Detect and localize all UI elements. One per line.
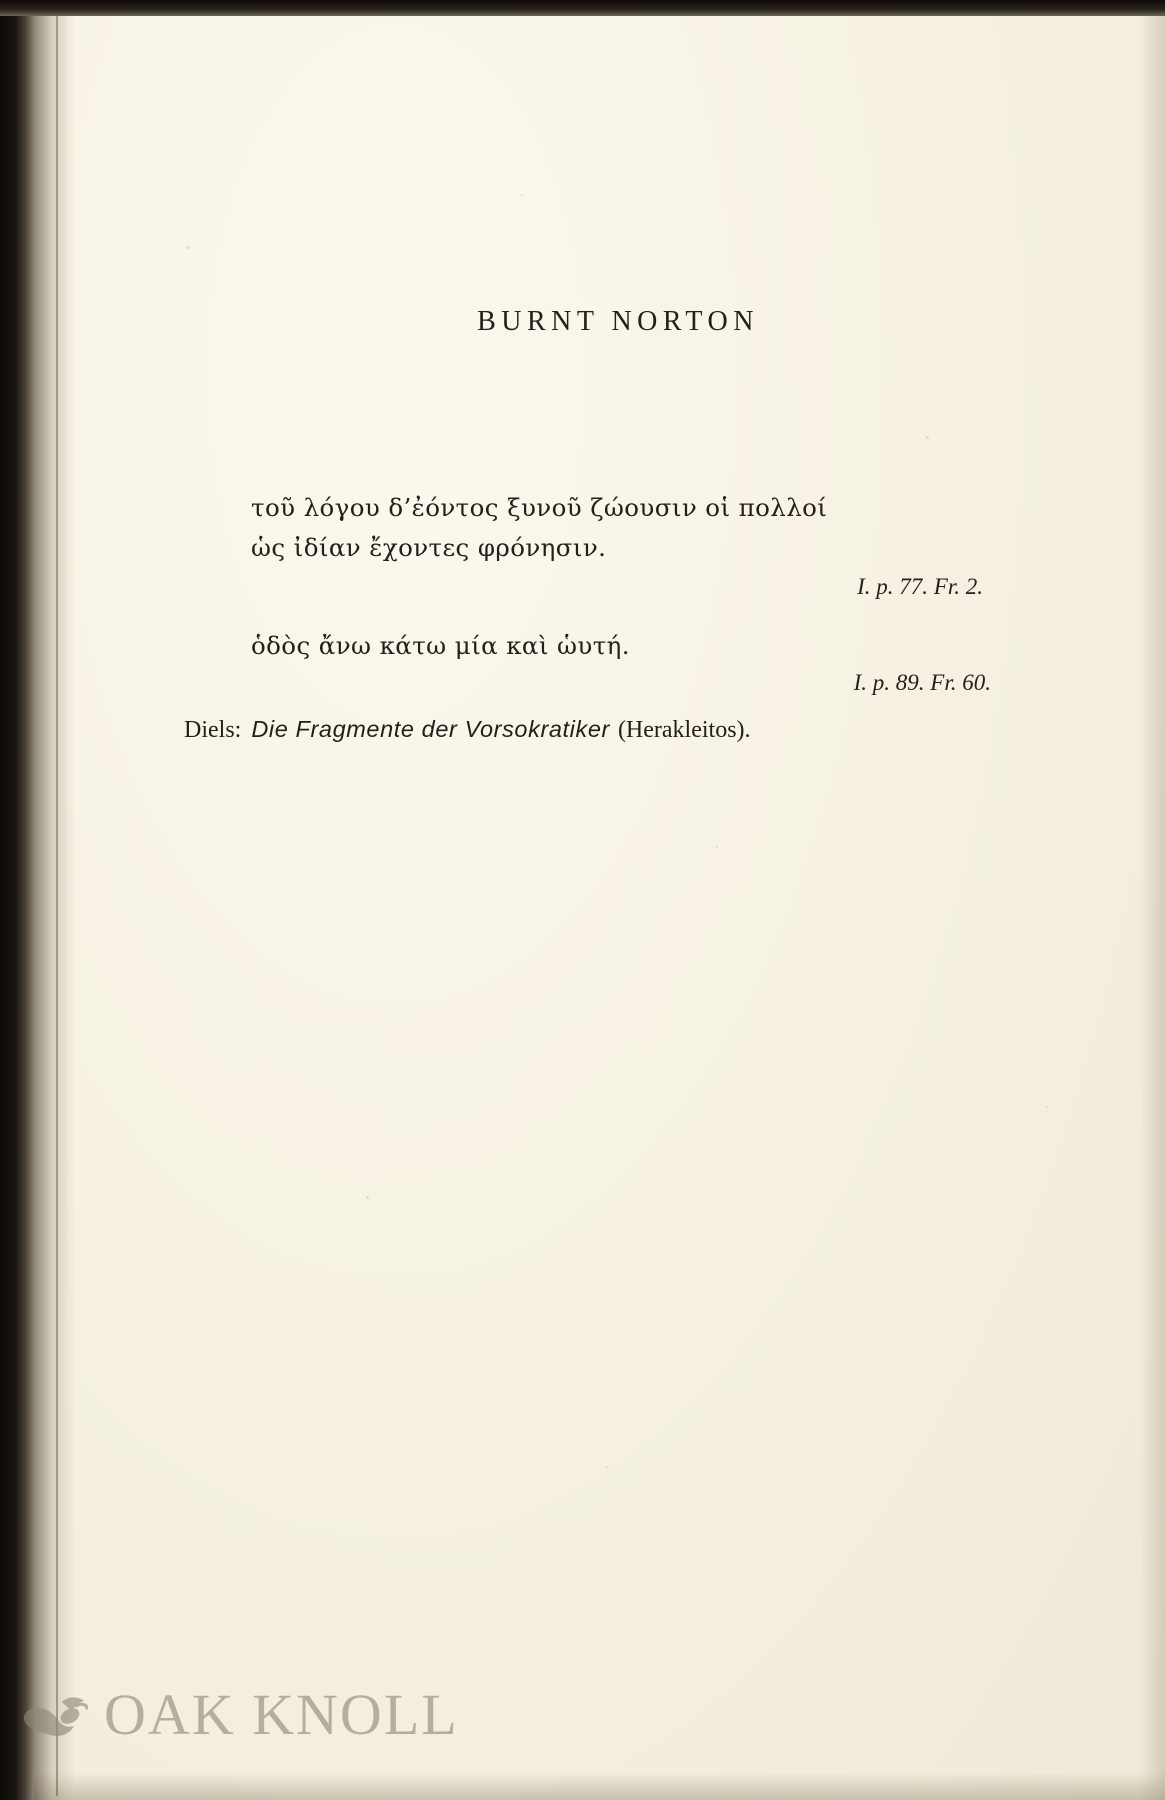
page-title: BURNT NORTON <box>477 306 759 337</box>
epigraph-citation-2: I. p. 89. Fr. 60. <box>853 670 991 695</box>
attribution-work-title: Die Fragmente der Vorsokratiker <box>251 716 610 742</box>
book-gutter-shadow <box>34 12 74 1800</box>
scan-edge-left <box>0 0 34 1800</box>
epigraph-citation-1: I. p. 77. Fr. 2. <box>857 574 983 599</box>
epigraph-greek-line-1: τοῦ λόγου δ’ἐόντος ξυνοῦ ζώουσιν οἱ πολλοί <box>251 493 828 522</box>
book-gutter-line <box>56 16 58 1796</box>
attribution-parenthetical: (Herakleitos). <box>617 717 751 743</box>
watermark <box>18 1681 459 1748</box>
paper-surface <box>66 16 1165 1800</box>
epigraph-attribution <box>184 716 1044 744</box>
epigraph-block <box>251 488 1011 696</box>
page-content <box>66 16 1165 1800</box>
attribution-author: Diels: <box>184 717 242 743</box>
epigraph-greek-line-3: ὁδὸς ἄνω κάτω μία καὶ ὡυτή. <box>251 631 630 660</box>
page-edge-right <box>1139 0 1165 1800</box>
page-edge-bottom <box>0 1772 1165 1800</box>
watermark-text: OAK KNOLL <box>104 1682 459 1747</box>
scan-edge-top <box>0 0 1165 16</box>
epigraph-greek-line-2: ὡς ἰδίαν ἔχοντες φρόνησιν. <box>251 533 607 562</box>
acorn-logo-icon <box>18 1686 88 1744</box>
